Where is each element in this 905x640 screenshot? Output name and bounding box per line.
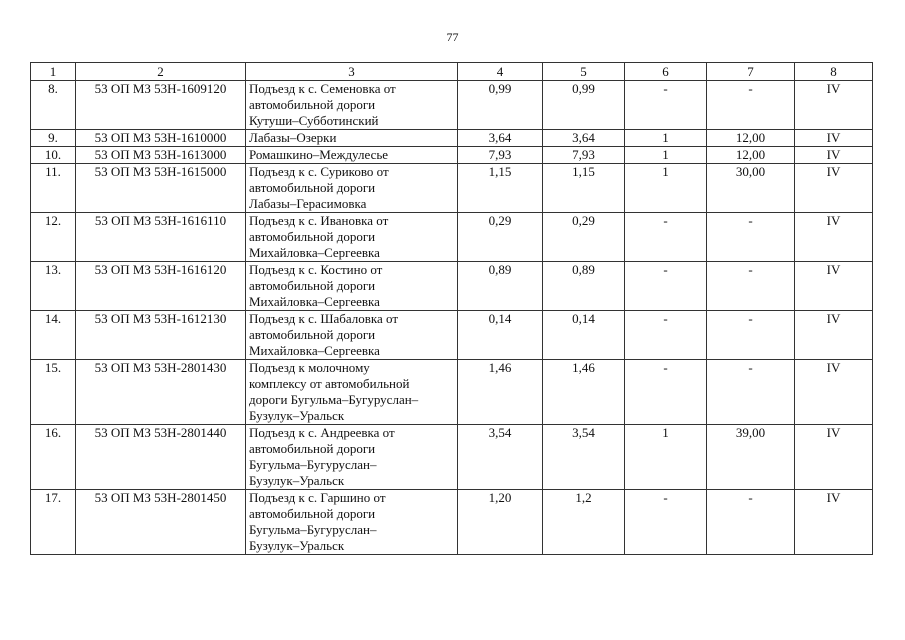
road-name-line: Подъезд к с. Шабаловка от [249, 311, 399, 326]
col4-value: 0,14 [458, 311, 543, 360]
road-code: 53 ОП МЗ 53Н-1613000 [76, 147, 246, 164]
table-row [31, 311, 873, 360]
road-code: 53 ОП МЗ 53Н-1615000 [76, 164, 246, 213]
road-name-line: автомобильной дороги [249, 327, 376, 342]
road-name-line: Подъезд к молочному [249, 360, 370, 375]
header-col-8: 8 [795, 63, 873, 81]
category-value: IV [795, 490, 873, 555]
col7-value: 30,00 [707, 164, 795, 213]
col6-value: - [625, 213, 707, 262]
page-number: 77 [446, 30, 459, 44]
col4-value: 7,93 [458, 147, 543, 164]
road-name-line: автомобильной дороги [249, 506, 376, 521]
header-col-2: 2 [76, 63, 246, 81]
road-name [246, 81, 458, 130]
road-name-line: автомобильной дороги [249, 229, 376, 244]
road-name-line: Лабазы–Герасимовка [249, 196, 367, 211]
col6-value: - [625, 262, 707, 311]
table-row [31, 130, 873, 147]
road-name-line: Михайловка–Сергеевка [249, 245, 380, 260]
road-name [246, 425, 458, 490]
col5-value: 0,14 [543, 311, 625, 360]
col7-value: - [707, 360, 795, 425]
col7-value: - [707, 262, 795, 311]
col4-value: 1,46 [458, 360, 543, 425]
col6-value: 1 [625, 164, 707, 213]
road-code: 53 ОП МЗ 53Н-2801440 [76, 425, 246, 490]
table-row [31, 490, 873, 555]
road-name-line: Бузулук–Уральск [249, 473, 345, 488]
road-name-line: автомобильной дороги [249, 441, 376, 456]
col6-value: - [625, 311, 707, 360]
row-number: 11. [31, 164, 76, 213]
col5-value: 3,54 [543, 425, 625, 490]
col4-value: 1,20 [458, 490, 543, 555]
road-name-line: Михайловка–Сергеевка [249, 343, 380, 358]
road-name-line: Бугульма–Бугуруслан– [249, 457, 377, 472]
row-number: 16. [31, 425, 76, 490]
table-row [31, 81, 873, 130]
row-number: 15. [31, 360, 76, 425]
col5-value: 0,99 [543, 81, 625, 130]
road-name [246, 147, 458, 164]
col7-value: 39,00 [707, 425, 795, 490]
category-value: IV [795, 213, 873, 262]
road-name-line: дороги Бугульма–Бугуруслан– [249, 392, 419, 407]
road-name-line: Подъезд к с. Ивановка от [249, 213, 389, 228]
col4-value: 0,99 [458, 81, 543, 130]
road-name [246, 164, 458, 213]
roads-table [30, 62, 873, 555]
row-number: 10. [31, 147, 76, 164]
col5-value: 0,89 [543, 262, 625, 311]
road-name [246, 262, 458, 311]
col6-value: 1 [625, 147, 707, 164]
road-name-line: Кутуши–Субботинский [249, 113, 379, 128]
road-name-line: автомобильной дороги [249, 180, 376, 195]
road-name-line: Лабазы–Озерки [249, 130, 337, 145]
table-body [31, 81, 873, 555]
road-name-line: автомобильной дороги [249, 278, 376, 293]
col4-value: 0,89 [458, 262, 543, 311]
category-value: IV [795, 81, 873, 130]
col7-value: - [707, 213, 795, 262]
col4-value: 3,64 [458, 130, 543, 147]
col5-value: 3,64 [543, 130, 625, 147]
road-name-line: Бузулук–Уральск [249, 408, 345, 423]
road-name-line: Подъезд к с. Андреевка от [249, 425, 395, 440]
header-row [31, 63, 873, 81]
road-name-line: Подъезд к с. Гаршино от [249, 490, 386, 505]
col5-value: 1,15 [543, 164, 625, 213]
col6-value: - [625, 360, 707, 425]
road-name-line: Михайловка–Сергеевка [249, 294, 380, 309]
road-code: 53 ОП МЗ 53Н-2801450 [76, 490, 246, 555]
col6-value: 1 [625, 425, 707, 490]
col6-value: - [625, 490, 707, 555]
road-code: 53 ОП МЗ 53Н-2801430 [76, 360, 246, 425]
road-code: 53 ОП МЗ 53Н-1609120 [76, 81, 246, 130]
col4-value: 1,15 [458, 164, 543, 213]
category-value: IV [795, 360, 873, 425]
road-name [246, 360, 458, 425]
row-number: 13. [31, 262, 76, 311]
category-value: IV [795, 425, 873, 490]
table-row [31, 164, 873, 213]
col7-value: 12,00 [707, 147, 795, 164]
road-name [246, 490, 458, 555]
road-name-line: Подъезд к с. Суриково от [249, 164, 389, 179]
header-col-3: 3 [246, 63, 458, 81]
row-number: 14. [31, 311, 76, 360]
header-col-1: 1 [31, 63, 76, 81]
col4-value: 3,54 [458, 425, 543, 490]
row-number: 17. [31, 490, 76, 555]
road-name-line: автомобильной дороги [249, 97, 376, 112]
col7-value: - [707, 311, 795, 360]
table-row [31, 213, 873, 262]
road-code: 53 ОП МЗ 53Н-1616110 [76, 213, 246, 262]
col7-value: 12,00 [707, 130, 795, 147]
road-code: 53 ОП МЗ 53Н-1612130 [76, 311, 246, 360]
row-number: 12. [31, 213, 76, 262]
col6-value: 1 [625, 130, 707, 147]
road-name-line: комплексу от автомобильной [249, 376, 410, 391]
col5-value: 0,29 [543, 213, 625, 262]
header-col-5: 5 [543, 63, 625, 81]
table-row [31, 147, 873, 164]
category-value: IV [795, 262, 873, 311]
col7-value: - [707, 81, 795, 130]
road-name [246, 130, 458, 147]
row-number: 8. [31, 81, 76, 130]
road-name-line: Подъезд к с. Семеновка от [249, 81, 396, 96]
road-name-line: Подъезд к с. Костино от [249, 262, 383, 277]
col5-value: 1,2 [543, 490, 625, 555]
col7-value: - [707, 490, 795, 555]
col4-value: 0,29 [458, 213, 543, 262]
table-row [31, 262, 873, 311]
road-code: 53 ОП МЗ 53Н-1610000 [76, 130, 246, 147]
road-name [246, 213, 458, 262]
road-name-line: Ромашкино–Междулесье [249, 147, 389, 162]
row-number: 9. [31, 130, 76, 147]
header-col-7: 7 [707, 63, 795, 81]
category-value: IV [795, 164, 873, 213]
table-row [31, 425, 873, 490]
road-name-line: Бузулук–Уральск [249, 538, 345, 553]
table-row [31, 360, 873, 425]
road-name [246, 311, 458, 360]
col5-value: 7,93 [543, 147, 625, 164]
col6-value: - [625, 81, 707, 130]
road-code: 53 ОП МЗ 53Н-1616120 [76, 262, 246, 311]
category-value: IV [795, 130, 873, 147]
road-name-line: Бугульма–Бугуруслан– [249, 522, 377, 537]
category-value: IV [795, 311, 873, 360]
category-value: IV [795, 147, 873, 164]
header-col-4: 4 [458, 63, 543, 81]
header-col-6: 6 [625, 63, 707, 81]
col5-value: 1,46 [543, 360, 625, 425]
